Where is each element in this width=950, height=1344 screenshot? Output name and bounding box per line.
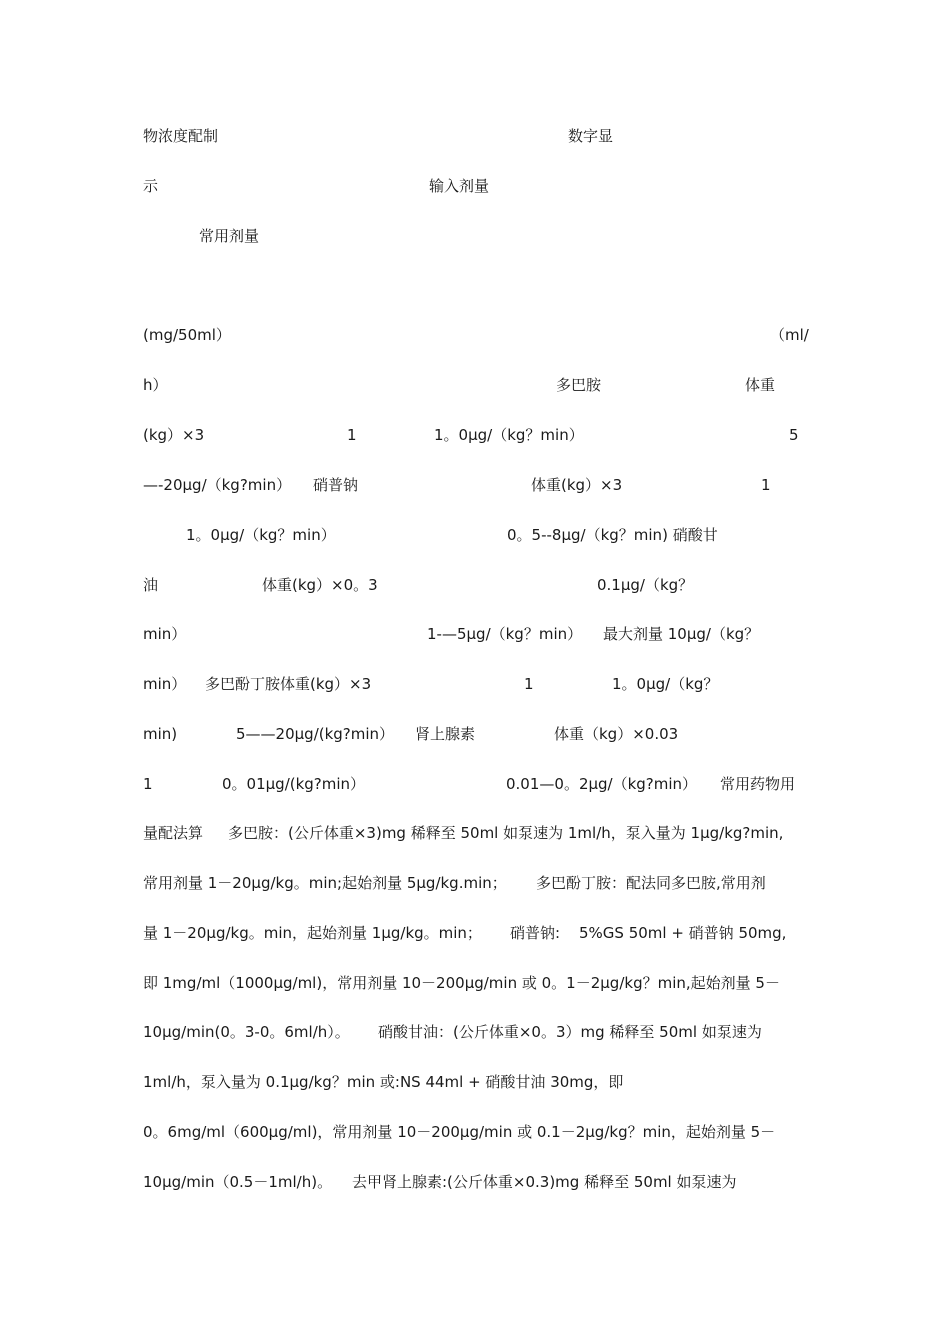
text-line-16 xyxy=(0,921,950,945)
text-segment: 硝普钠 xyxy=(313,476,359,494)
text-segment: 常用剂量 xyxy=(199,227,260,245)
text-segment: 10μg/min（0.5－1ml/h)。 xyxy=(143,1173,333,1191)
text-segment: 1。0μg/（kg？min） xyxy=(434,426,584,444)
text-segment: 即 1mg/ml（1000μg/ml)，常用剂量 10－200μg/min 或 0。1－2μg/kg？min,起始剂量 5－ xyxy=(143,974,780,992)
text-line-17 xyxy=(0,971,950,995)
text-line-18 xyxy=(0,1020,950,1044)
text-line-11 xyxy=(0,672,950,696)
text-segment: 硝酸甘油：(公斤体重×0。3）mg 稀释至 50ml 如泵速为 xyxy=(378,1023,762,1041)
text-line-3 xyxy=(0,224,950,248)
text-line-15 xyxy=(0,871,950,895)
text-line-10 xyxy=(0,622,950,646)
text-segment: 1ml/h，泵入量为 0.1μg/kg？min 或:NS 44ml + 硝酸甘油 30mg，即 xyxy=(143,1073,624,1091)
text-segment: 0.1μg/（kg？ xyxy=(597,576,694,594)
text-segment: 常用药物用 xyxy=(720,775,796,793)
text-segment: 肾上腺素 xyxy=(415,725,476,743)
text-segment: 油 xyxy=(143,576,159,594)
text-segment: 1。0μg/（kg？min） xyxy=(186,526,336,544)
text-line-2 xyxy=(0,174,950,198)
text-segment: 常用剂量 1－20μg/kg。min;起始剂量 5μg/kg.min； xyxy=(143,874,507,892)
text-segment: 多巴胺：(公斤体重×3)mg 稀释至 50ml 如泵速为 1ml/h，泵入量为 1μg/kg?min, xyxy=(228,824,784,842)
text-segment: 1 xyxy=(524,675,534,693)
text-segment: 体重(kg）×0。3 xyxy=(262,576,378,594)
text-line-13 xyxy=(0,772,950,796)
text-segment: 1 xyxy=(143,775,153,793)
text-line-5 xyxy=(0,373,950,397)
text-segment: 量配法算 xyxy=(143,824,204,842)
text-segment: 0。6mg/ml（600μg/ml)，常用剂量 10－200μg/min 或 0.1－2μg/kg？min，起始剂量 5－ xyxy=(143,1123,776,1141)
text-line-1 xyxy=(0,124,950,148)
text-line-7 xyxy=(0,473,950,497)
text-segment: 多巴胺 xyxy=(556,376,602,394)
text-line-12 xyxy=(0,722,950,746)
text-segment: 5 xyxy=(789,426,799,444)
text-segment: 1 xyxy=(347,426,357,444)
text-segment: 去甲肾上腺素:(公斤体重×0.3)mg 稀释至 50ml 如泵速为 xyxy=(352,1173,737,1191)
text-segment: 0.01—0。2μg/（kg?min） xyxy=(506,775,698,793)
text-segment: 量 1－20μg/kg。min，起始剂量 1μg/kg。min； xyxy=(143,924,482,942)
text-segment: 示 xyxy=(143,177,159,195)
text-segment: 数字显 xyxy=(568,127,614,145)
text-segment: 输入剂量 xyxy=(429,177,490,195)
text-segment: 体重 xyxy=(745,376,776,394)
text-segment: （ml/ xyxy=(770,326,809,344)
text-line-20 xyxy=(0,1120,950,1144)
text-segment: min) xyxy=(143,725,178,743)
text-segment: 多巴酚丁胺体重(kg）×3 xyxy=(205,675,372,693)
text-segment: min） xyxy=(143,625,187,643)
text-segment: —-20μg/（kg?min） xyxy=(143,476,292,494)
text-segment: 体重（kg）×0.03 xyxy=(554,725,679,743)
text-line-19 xyxy=(0,1070,950,1094)
text-segment: 5——20μg/(kg?min） xyxy=(236,725,395,743)
text-segment: 1-—5μg/（kg？min） xyxy=(427,625,583,643)
text-line-9 xyxy=(0,573,950,597)
text-line-6 xyxy=(0,423,950,447)
text-segment: (mg/50ml） xyxy=(143,326,231,344)
text-segment: min） xyxy=(143,675,187,693)
text-line-14 xyxy=(0,821,950,845)
text-line-21 xyxy=(0,1170,950,1194)
text-segment: 0。5--8μg/（kg？min) 硝酸甘 xyxy=(507,526,718,544)
text-segment: 最大剂量 10μg/（kg？ xyxy=(603,625,760,643)
text-line-8 xyxy=(0,523,950,547)
text-segment: 硝普钠: xyxy=(510,924,561,942)
text-segment: h） xyxy=(143,376,168,394)
text-segment: (kg）×3 xyxy=(143,426,205,444)
text-segment: 1 xyxy=(761,476,771,494)
text-segment: 0。01μg/(kg?min） xyxy=(222,775,366,793)
text-segment: 10μg/min(0。3-0。6ml/h）。 xyxy=(143,1023,350,1041)
text-segment: 1。0μg/（kg？ xyxy=(612,675,719,693)
text-segment: 物浓度配制 xyxy=(143,127,219,145)
text-segment: 体重(kg）×3 xyxy=(531,476,623,494)
text-segment: 多巴酚丁胺：配法同多巴胺,常用剂 xyxy=(536,874,766,892)
text-line-4 xyxy=(0,323,950,347)
text-segment: 5%GS 50ml + 硝普钠 50mg, xyxy=(579,924,787,942)
